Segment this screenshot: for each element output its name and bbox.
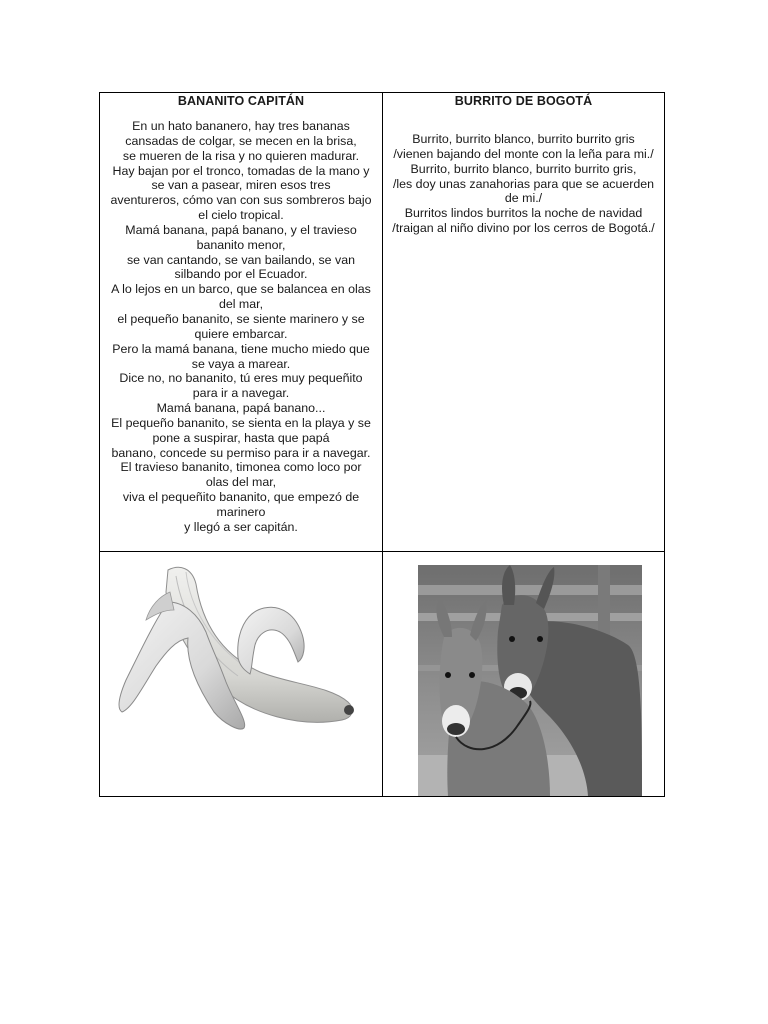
cell-donkey-image: [383, 552, 664, 796]
poem-line: Mamá banana, papá banano...: [156, 401, 326, 416]
poem-line: se vaya a marear.: [191, 356, 291, 371]
poem-line: banano, concede su permiso para ir a navegar.: [111, 445, 371, 460]
poem-line: pone a suspirar, hasta que papá: [152, 430, 330, 445]
poem-line: se mueren de la risa y no quieren madurar.: [122, 148, 360, 163]
poem-line: Mamá banana, papá banano, y el travieso: [125, 222, 357, 237]
poem-line: de mi./: [504, 191, 543, 206]
poem-line: aventureros, cómo van con sus sombreros bajo: [110, 193, 372, 208]
poem-line: marinero: [216, 504, 266, 519]
poem-line: cansadas de colgar, se mecen en la brisa,: [125, 133, 357, 148]
poem-line: viva el pequeñito bananito, que empezó de: [122, 490, 360, 505]
poem-line: para ir a navegar.: [192, 386, 290, 401]
poem-line: El pequeño bananito, se sienta en la playa y se: [111, 415, 371, 430]
poem-line: Burrito, burrito blanco, burrito burrito gris,: [410, 161, 637, 176]
poem-line: El travieso bananito, timonea como loco por: [120, 460, 362, 475]
poem-line: se van cantando, se van bailando, se van: [126, 252, 355, 267]
poem-line: el cielo tropical.: [198, 208, 284, 223]
poem-line: /traigan al niño divino por los cerros de Bogotá./: [392, 221, 655, 236]
bananito-title: BANANITO CAPITÁN: [177, 94, 305, 108]
poem-line: En un hato bananero, hay tres bananas: [132, 119, 350, 133]
poem-line: bananito menor,: [196, 237, 286, 252]
cell-burrito-text: [383, 93, 664, 551]
poem-line: silbando por el Ecuador.: [174, 267, 308, 282]
peeled-banana-image: [110, 562, 360, 737]
poem-line: del mar,: [218, 297, 264, 312]
poem-line: /vienen bajando del monte con la leña para mi./: [393, 146, 654, 161]
poem-line: Dice no, no bananito, tú eres muy pequeñito: [119, 371, 363, 386]
two-donkeys-photo: [418, 565, 642, 796]
burrito-title: BURRITO DE BOGOTÁ: [454, 94, 593, 108]
burrito-poem: [383, 132, 664, 236]
poem-line: Burritos lindos burritos la noche de navidad: [404, 206, 643, 221]
poem-line: el pequeño bananito, se siente marinero y se: [117, 311, 365, 326]
poem-line: A lo lejos en un barco, que se balancea en olas: [111, 282, 371, 297]
bananito-poem: [100, 119, 382, 535]
poem-line: Burrito, burrito blanco, burrito burrito gris: [412, 132, 635, 146]
poem-line: Pero la mamá banana, tiene mucho miedo que: [112, 341, 370, 356]
cell-banana-image: [100, 552, 382, 796]
poem-line: olas del mar,: [205, 475, 277, 490]
poem-line: y llegó a ser capitán.: [184, 519, 298, 534]
poem-line: Hay bajan por el tronco, tomadas de la mano y: [112, 163, 370, 178]
cell-bananito-text: [100, 93, 382, 551]
poem-line: quiere embarcar.: [194, 326, 288, 341]
poem-table: [99, 92, 665, 797]
poem-line: /les doy unas zanahorias para que se acuerden: [392, 176, 655, 191]
poem-line: se van a pasear, miren esos tres: [151, 178, 331, 193]
